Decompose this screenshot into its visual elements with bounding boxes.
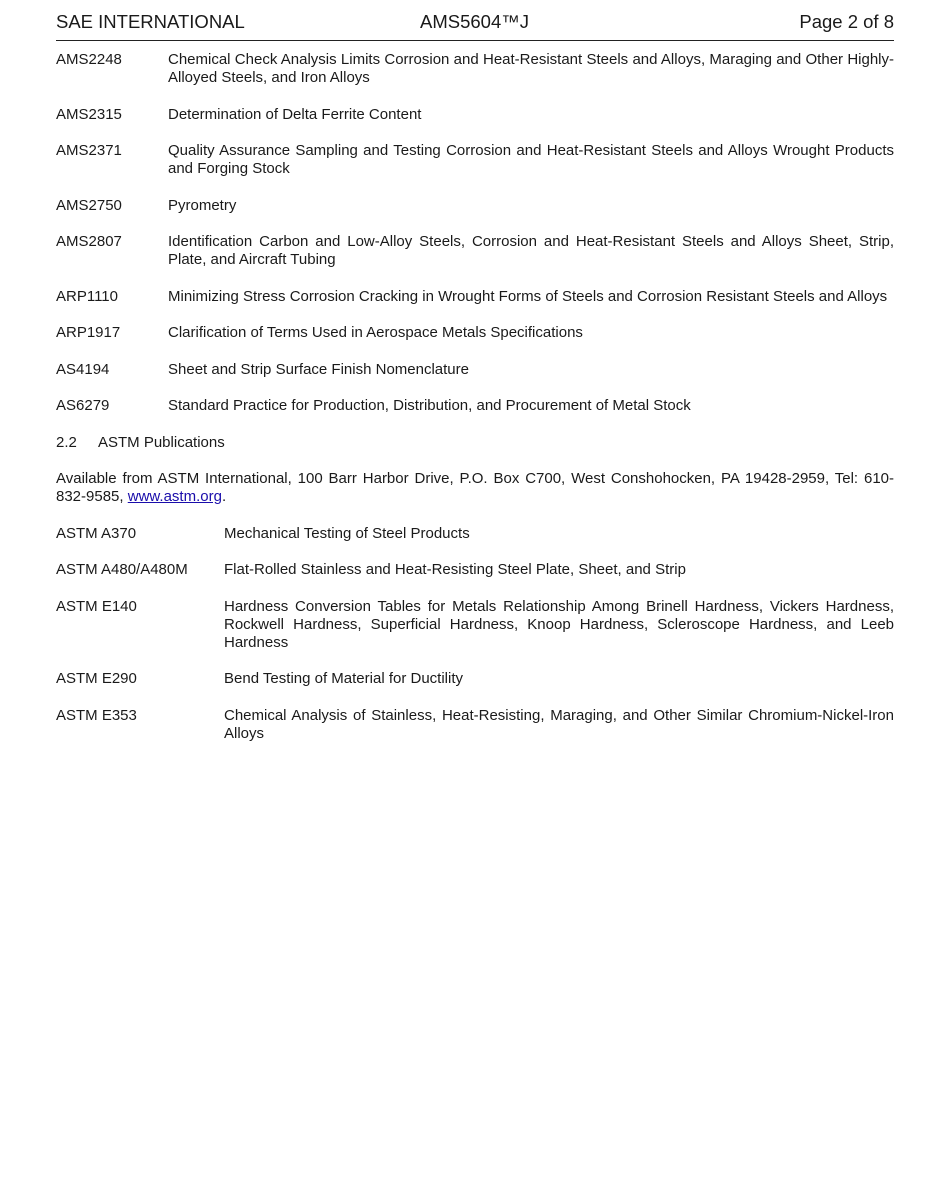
reference-title: Hardness Conversion Tables for Metals Relationship Among Brinell Hardness, Vickers Hardness, Rockwell Hardness, Superficial Hardness, Knoop Hardness, Scleroscope Hardness, and Leeb Hardness	[224, 597, 894, 651]
reference-item	[56, 361, 894, 379]
reference-title: Chemical Check Analysis Limits Corrosion and Heat-Resistant Steels and Alloys, Maraging and Other Highly-Alloyed Steels, and Iron Alloys	[168, 51, 894, 86]
reference-item	[56, 197, 894, 215]
reference-title: Minimizing Stress Corrosion Cracking in Wrought Forms of Steels and Corrosion Resistant Steels and Alloys	[168, 287, 888, 305]
reference-item	[56, 324, 894, 342]
reference-item	[56, 598, 894, 652]
reference-code: ASTM E290	[56, 670, 137, 687]
reference-item	[56, 707, 894, 743]
reference-item	[56, 233, 894, 269]
astm-website-link[interactable]: www.astm.org	[127, 488, 222, 505]
reference-code: AS4194	[56, 360, 110, 378]
availability-paragraph	[56, 470, 894, 506]
document-page	[56, 0, 894, 761]
reference-title: Flat-Rolled Stainless and Heat-Resisting Steel Plate, Sheet, and Strip	[224, 561, 686, 578]
reference-code: ASTM E140	[56, 597, 137, 615]
reference-code: AMS2315	[56, 105, 122, 123]
reference-code: AMS2750	[56, 196, 122, 214]
reference-code: AS6279	[56, 397, 110, 414]
reference-item	[56, 51, 894, 87]
reference-title: Bend Testing of Material for Ductility	[224, 670, 463, 687]
section-heading	[56, 434, 894, 452]
reference-title: Sheet and Strip Surface Finish Nomenclature	[168, 360, 469, 378]
reference-code: ASTM A370	[56, 524, 137, 542]
reference-code: ASTM A480/A480M	[56, 561, 188, 578]
reference-item	[56, 525, 894, 543]
reference-code: ARP1110	[56, 287, 118, 305]
reference-title: Standard Practice for Production, Distribution, and Procurement of Metal Stock	[168, 397, 691, 414]
sae-reference-list	[56, 51, 894, 506]
section-title: ASTM Publications	[98, 433, 225, 451]
availability-text: Available from ASTM International, 100 Barr Harbor Drive, P.O. Box C700, West Conshohocken, PA 19428-2959, Tel: 610-832-9585,	[56, 470, 894, 505]
reference-title: Pyrometry	[168, 196, 237, 214]
availability-trailing: .	[221, 488, 227, 505]
reference-item	[56, 142, 894, 178]
reference-title: Identification Carbon and Low-Alloy Steels, Corrosion and Heat-Resistant Steels and Alloys Sheet, Strip, Plate, and Aircraft Tubing	[168, 233, 894, 268]
header-document-id: AMS5604™J	[420, 11, 529, 32]
reference-code: AMS2248	[56, 51, 122, 68]
reference-code: AMS2807	[56, 233, 122, 250]
reference-title: Mechanical Testing of Steel Products	[224, 524, 470, 542]
astm-reference-list	[56, 525, 894, 743]
reference-title: Quality Assurance Sampling and Testing Corrosion and Heat-Resistant Steels and Alloys Wrought Products and Forging Stock	[168, 142, 894, 177]
reference-title: Determination of Delta Ferrite Content	[168, 105, 422, 123]
reference-item	[56, 670, 894, 688]
reference-item	[56, 561, 894, 579]
reference-title: Clarification of Terms Used in Aerospace Metals Specifications	[168, 324, 583, 341]
reference-item	[56, 106, 894, 124]
header-organization: SAE INTERNATIONAL	[56, 11, 245, 32]
reference-title: Chemical Analysis of Stainless, Heat-Resisting, Maraging, and Other Similar Chromium-Nickel-Iron Alloys	[224, 706, 894, 742]
reference-code: ARP1917	[56, 324, 121, 341]
reference-code: AMS2371	[56, 142, 122, 159]
reference-item	[56, 397, 894, 415]
reference-item	[56, 288, 894, 306]
header-page-number: Page 2 of 8	[799, 11, 894, 32]
reference-code: ASTM E353	[56, 706, 137, 724]
section-number: 2.2	[56, 433, 77, 451]
page-header	[56, 8, 894, 41]
